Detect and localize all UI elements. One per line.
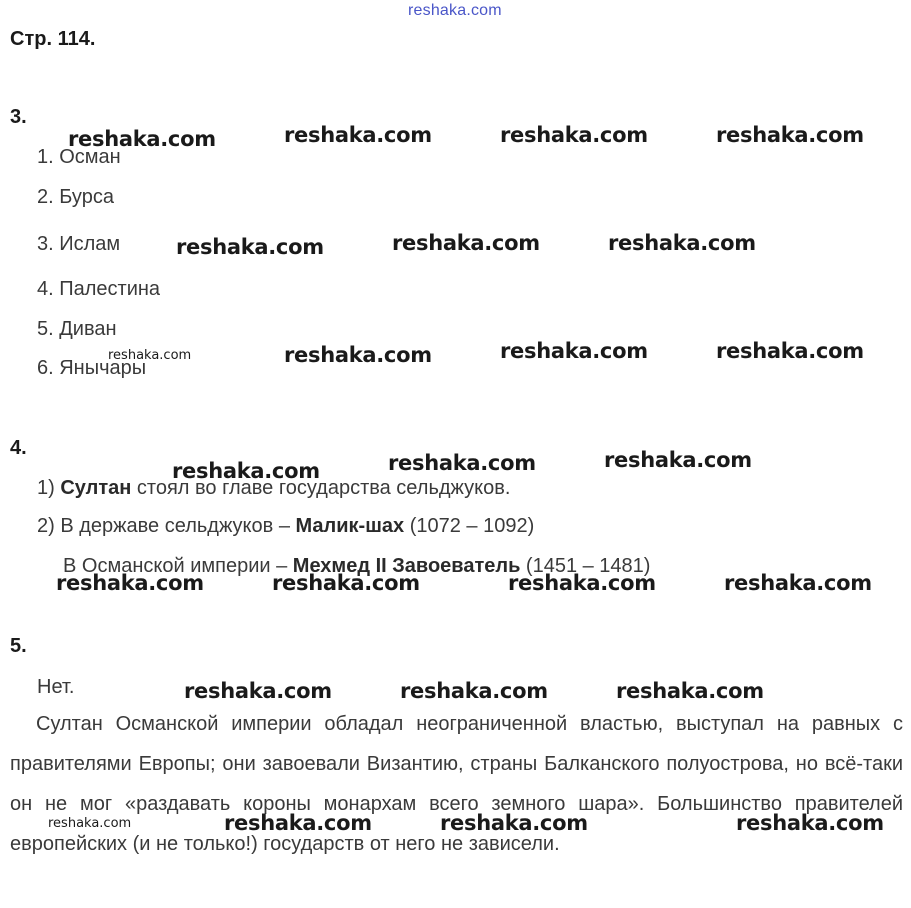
section-3-item-3: 3. Ислам [37, 233, 121, 255]
line-2-ruler: Малик-шах [295, 515, 405, 537]
watermark: reshaka.com [56, 571, 204, 595]
watermark: reshaka.com [508, 571, 656, 595]
line-3-ruler: Мехмед II Завоеватель [292, 555, 521, 577]
watermark: reshaka.com [176, 235, 324, 259]
watermark: reshaka.com [440, 811, 588, 835]
section-3-item-1: 1. Осман [37, 146, 121, 168]
watermark: reshaka.com [616, 679, 764, 703]
section-5-answer: Нет. [37, 676, 75, 698]
line-3-years: (1451 – 1481) [520, 555, 651, 577]
watermark: reshaka.com [500, 339, 648, 363]
watermark: reshaka.com [184, 679, 332, 703]
watermark: reshaka.com [284, 123, 432, 147]
section-3-item-5: 5. Диван [37, 318, 117, 340]
section-4-line-2 [37, 515, 534, 538]
watermark: reshaka.com [224, 811, 372, 835]
watermark: reshaka.com [400, 679, 548, 703]
watermark-small: reshaka.com [48, 816, 132, 831]
watermark-small: reshaka.com [108, 348, 192, 363]
section-5-number: 5. [10, 635, 27, 657]
watermark: reshaka.com [172, 459, 320, 483]
section-4-number: 4. [10, 437, 27, 459]
watermark: reshaka.com [68, 127, 216, 151]
line-1-term: Султан [60, 477, 132, 499]
watermark: reshaka.com [724, 571, 872, 595]
watermark: reshaka.com [272, 571, 420, 595]
watermark: reshaka.com [736, 811, 884, 835]
watermark: reshaka.com [716, 339, 864, 363]
line-2-years: (1072 – 1092) [404, 515, 535, 537]
watermark: reshaka.com [284, 343, 432, 367]
section-5-paragraph: Султан Османской империи обладал неограниченной властью, выступал на равных с правителями Европы; они завоевали Византию, страны Балканского полуострова, но всё-таки он не мог «раздавать короны монархам всего земного шара». Большинство правителей европейских (и не только!) государств от него не зависели. [10, 713, 903, 855]
page-heading: Стр. 114. [10, 28, 96, 50]
watermark: reshaka.com [604, 448, 752, 472]
watermark: reshaka.com [392, 231, 540, 255]
section-3-item-2: 2. Бурса [37, 186, 114, 208]
section-3-item-6: 6. Янычары [37, 357, 147, 379]
watermark: reshaka.com [608, 231, 756, 255]
watermark: reshaka.com [500, 123, 648, 147]
line-3-prefix: В Османской империи – [63, 555, 293, 577]
section-3-number: 3. [10, 106, 27, 128]
line-1-prefix: 1) [37, 477, 61, 499]
line-1-rest: стоял во главе государства сельджуков. [131, 477, 511, 499]
section-3-item-4: 4. Палестина [37, 278, 161, 300]
watermark: reshaka.com [388, 451, 536, 475]
site-mark: reshaka.com [408, 2, 502, 19]
watermark: reshaka.com [716, 123, 864, 147]
line-2-prefix: 2) В державе сельджуков – [37, 515, 296, 537]
